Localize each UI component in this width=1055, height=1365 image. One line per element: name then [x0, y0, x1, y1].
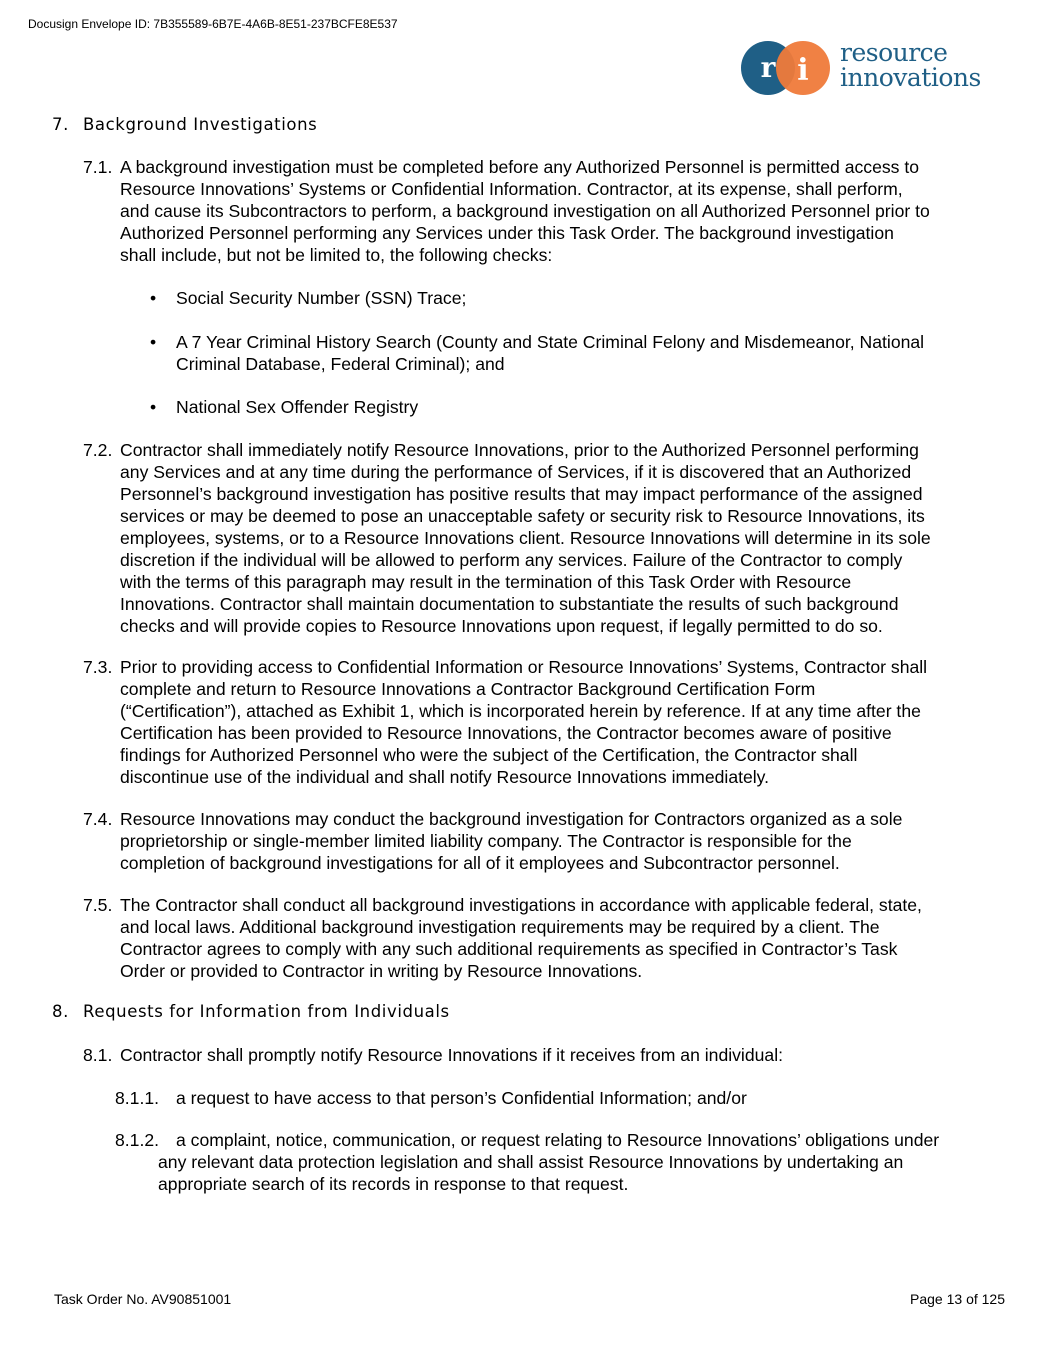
text-line: employees, systems, or to a Resource Innovations client. Resource Innovations will determine in its sole	[120, 528, 931, 548]
text-line: any Services and at any time during the performance of Services, if it is discovered that an Authorized	[120, 462, 912, 482]
clause-8-1-1	[115, 1087, 747, 1109]
section-title: Background Investigations	[83, 115, 318, 134]
svg-text:i: i	[797, 53, 809, 88]
clause-number: 7.4.	[83, 809, 113, 829]
clause-number: 8.1.	[83, 1045, 113, 1065]
bullet-icon: •	[150, 288, 157, 308]
text-line: and cause its Subcontractors to perform, a background investigation on all Authorized Personnel prior to	[120, 201, 930, 221]
clause-7-1	[83, 156, 930, 266]
text-line: shall include, but not be limited to, the following checks:	[120, 245, 553, 265]
clause-7-2	[83, 439, 931, 637]
text-line: complete and return to Resource Innovations a Contractor Background Certification Form	[120, 679, 816, 699]
footer-task-order: Task Order No. AV90851001	[54, 1291, 232, 1307]
section-title: Requests for Information from Individuals	[83, 1002, 450, 1021]
clause-number: 8.1.1.	[115, 1088, 160, 1108]
footer-page-number: Page 13 of 125	[910, 1291, 1005, 1307]
text-line: Personnel’s background investigation has positive results that may impact performance of the assigned	[120, 484, 923, 504]
text-line: completion of background investigations for all of it employees and Subcontractor personnel.	[120, 853, 840, 873]
bullet-item	[150, 396, 418, 418]
logo-line-1: resource	[840, 38, 948, 67]
text-line: Criminal Database, Federal Criminal); and	[176, 354, 505, 374]
text-line: services or may be deemed to pose an unacceptable safety or security risk to Resource Innovations, its	[120, 506, 925, 526]
text-line: any relevant data protection legislation and shall assist Resource Innovations by undertaking an	[158, 1152, 904, 1172]
section-number: 7.	[52, 115, 69, 134]
text-line: Authorized Personnel performing any Services under this Task Order. The background investigation	[120, 223, 894, 243]
text-line: Certification has been provided to Resource Innovations, the Contractor becomes aware of positive	[120, 723, 892, 743]
bullet-item	[150, 331, 924, 375]
text-line: The Contractor shall conduct all background investigations in accordance with applicable federal, state,	[120, 895, 922, 915]
text-line: checks and will provide copies to Resource Innovations upon request, if legally permitted to do so.	[120, 616, 883, 636]
clause-number: 7.2.	[83, 440, 113, 460]
clause-8-1	[83, 1044, 783, 1066]
text-line: discontinue use of the individual and shall notify Resource Innovations immediately.	[120, 767, 770, 787]
logo-line-2: innovations	[840, 63, 981, 92]
text-line: findings for Authorized Personnel who were the subject of the Certification, the Contractor shall	[120, 745, 858, 765]
clause-8-1-2	[115, 1129, 939, 1195]
text-line: and local laws. Additional background investigation requirements may be required by a client. The	[120, 917, 880, 937]
text-line: A 7 Year Criminal History Search (County and State Criminal Felony and Misdemeanor, National	[176, 332, 925, 352]
text-line: Resource Innovations’ Systems or Confidential Information. Contractor, at its expense, shall perform,	[120, 179, 903, 199]
text-line: Contractor agrees to comply with any such additional requirements as specified in Contractor’s Task	[120, 939, 898, 959]
bullet-icon: •	[150, 332, 157, 352]
text-line: Contractor shall immediately notify Resource Innovations, prior to the Authorized Personnel performing	[120, 440, 919, 460]
text-line: Prior to providing access to Confidential Information or Resource Innovations’ Systems, Contractor shall	[120, 657, 928, 677]
text-line: a complaint, notice, communication, or request relating to Resource Innovations’ obligations under	[176, 1130, 940, 1150]
text-line: Order or provided to Contractor in writing by Resource Innovations.	[120, 961, 643, 981]
svg-text:r: r	[760, 51, 776, 84]
text-line: Social Security Number (SSN) Trace;	[176, 288, 467, 308]
bullet-item	[150, 287, 466, 309]
text-line: Innovations. Contractor shall maintain documentation to substantiate the results of such background	[120, 594, 899, 614]
text-line: A background investigation must be completed before any Authorized Personnel is permitted access to	[120, 157, 920, 177]
envelope-id: Docusign Envelope ID: 7B355589-6B7E-4A6B-8E51-237BCFE8E537	[28, 17, 398, 31]
bullet-icon: •	[150, 397, 157, 417]
text-line: Resource Innovations may conduct the background investigation for Contractors organized as a sole	[120, 809, 903, 829]
text-line: with the terms of this paragraph may result in the termination of this Task Order with Resource	[120, 572, 852, 592]
clause-number: 7.5.	[83, 895, 113, 915]
text-line: a request to have access to that person’s Confidential Information; and/or	[176, 1088, 747, 1108]
clause-number: 7.1.	[83, 157, 113, 177]
text-line: Contractor shall promptly notify Resource Innovations if it receives from an individual:	[120, 1045, 783, 1065]
clause-7-5	[83, 894, 922, 982]
text-line: proprietorship or single-member limited liability company. The Contractor is responsible for the	[120, 831, 852, 851]
ri-logo-icon	[740, 40, 840, 96]
clause-number: 8.1.2.	[115, 1130, 160, 1150]
section-number: 8.	[52, 1002, 69, 1021]
text-line: appropriate search of its records in response to that request.	[158, 1174, 629, 1194]
text-line: National Sex Offender Registry	[176, 397, 419, 417]
clause-7-4	[83, 808, 902, 874]
clause-7-3	[83, 656, 927, 788]
clause-number: 7.3.	[83, 657, 113, 677]
company-logo	[740, 40, 1010, 96]
text-line: discretion if the individual will be allowed to perform any services. Failure of the Contractor to comply	[120, 550, 903, 570]
text-line: (“Certification”), attached as Exhibit 1, which is incorporated herein by reference. If at any time after the	[120, 701, 921, 721]
